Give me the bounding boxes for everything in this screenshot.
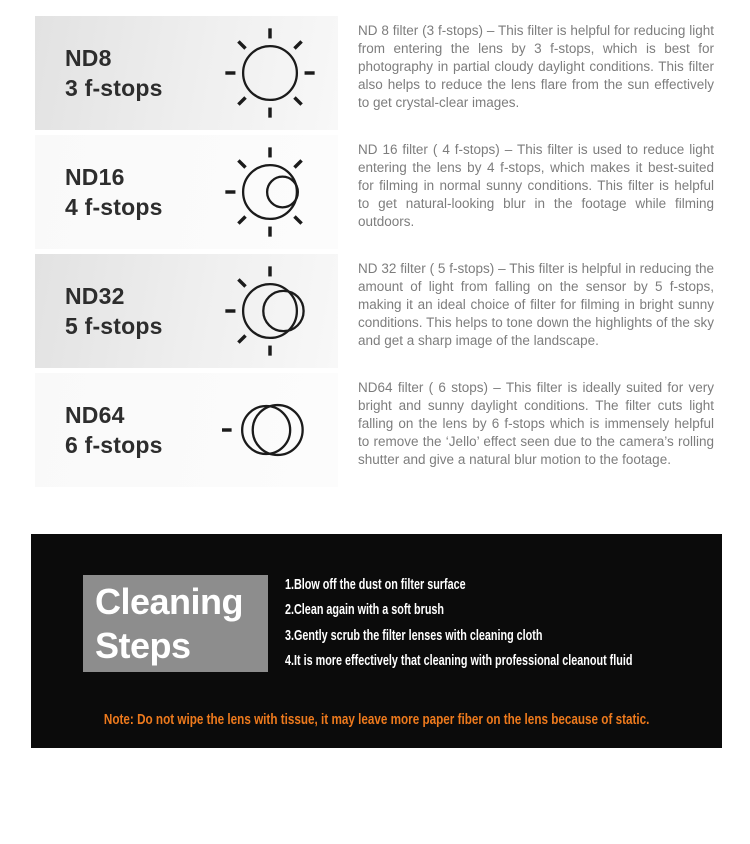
filter-labels: [65, 43, 195, 103]
filter-band: [35, 135, 338, 249]
filter-row-nd8: [35, 16, 715, 130]
filter-description: ND 8 filter (3 f-stops) – This filter is helpful for reducing light from entering the lens by 3 f-stops, which is best for photography in partial cloudy daylight conditions. This filter also helps to reduce the lens flare from the sun effectively to get crystal-clear images.: [358, 23, 714, 110]
filter-name: ND16: [65, 164, 125, 190]
filter-name: ND32: [65, 283, 125, 309]
filter-stops: 4 f-stops: [65, 194, 163, 220]
cleaning-step: 1.Blow off the dust on filter surface: [285, 576, 466, 593]
filter-band: [35, 16, 338, 130]
cleaning-step: 2.Clean again with a soft brush: [285, 601, 445, 619]
cleaning-step: 4.It is more effectively that cleaning with professional cleanout fluid: [285, 652, 633, 670]
filter-labels: [65, 400, 195, 460]
cleaning-step: 3.Gently scrub the filter lenses with cleaning cloth: [285, 626, 543, 644]
cleaning-panel: [31, 534, 722, 748]
filter-band: [35, 254, 338, 368]
cleaning-title-line2: Steps: [95, 625, 191, 666]
filter-row-nd32: [35, 254, 715, 368]
sun-medium-moon-icon: [222, 263, 318, 359]
filter-name: ND8: [65, 45, 112, 71]
filter-description: ND64 filter ( 6 stops) – This filter is ideally suited for very bright and sunny daylight conditions. The filter cuts light falling on the lens by 6 f-stops which is immensely helpful to remove the ‘Jello’ effect seen due to the camera’s rolling shutter and give a natural blur motion to the footage.: [358, 380, 714, 467]
filter-description: ND 32 filter ( 5 f-stops) – This filter is helpful in reducing the amount of light from falling on the sensor by 5 f-stops, making it an ideal choice of filter for filming in bright sunny conditions. This helps to tone down the highlights of the sky and get a sharp image of the landscape.: [358, 261, 714, 348]
filter-stops: 3 f-stops: [65, 75, 163, 101]
cleaning-title-line1: Cleaning: [95, 581, 244, 622]
filter-name: ND64: [65, 402, 125, 428]
filter-description: ND 16 filter ( 4 f-stops) – This filter is used to reduce light entering the lens by 4 f-stops, which makes it best-suited for filming in normal sunny conditions. This filter is helpful to get natural-looking blur in the footage while filming outdoors.: [358, 142, 714, 229]
sun-large-moon-icon: [222, 382, 318, 478]
cleaning-note: Note: Do not wipe the lens with tissue, it may leave more paper fiber on the lens because of static.: [103, 711, 650, 728]
filter-row-nd16: [35, 135, 715, 249]
cleaning-steps-list: [285, 572, 750, 674]
filter-table: [35, 16, 715, 492]
filter-labels: [65, 281, 195, 341]
sun-small-moon-icon: [222, 144, 318, 240]
cleaning-note-row: [31, 711, 722, 728]
filter-stops: 5 f-stops: [65, 313, 163, 339]
filter-stops: 6 f-stops: [65, 432, 163, 458]
sun-full-icon: [222, 25, 318, 121]
filter-labels: [65, 162, 195, 222]
cleaning-title-box: [83, 575, 268, 672]
filter-row-nd64: [35, 373, 715, 487]
filter-band: [35, 373, 338, 487]
